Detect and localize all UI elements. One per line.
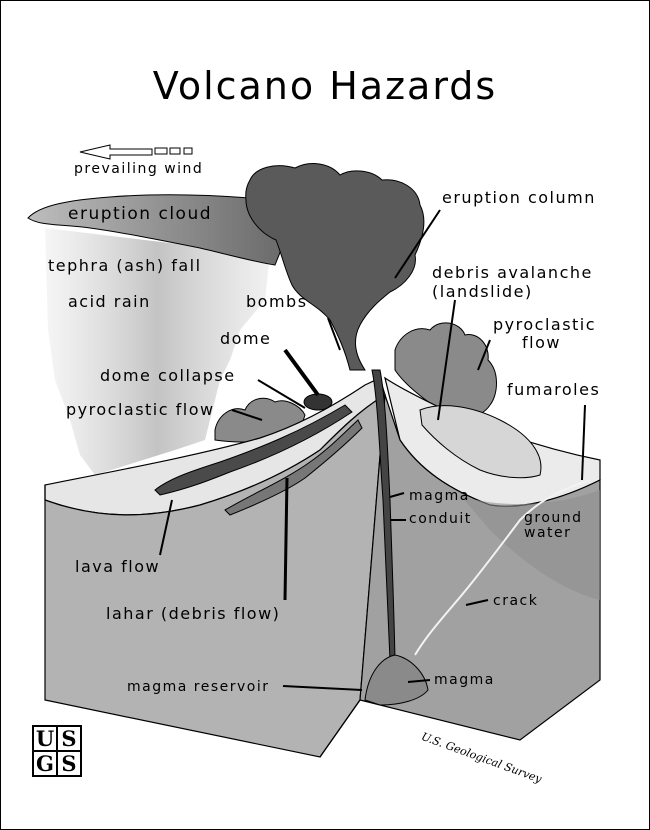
pyroclastic-flow-right-label-1: pyroclastic xyxy=(493,315,597,334)
logo-letter-g: G xyxy=(33,751,57,776)
magma-reservoir-label: magma reservoir xyxy=(127,679,270,695)
eruption-column-label: eruption column xyxy=(442,188,596,207)
pyroclastic-flow-right-label-2: flow xyxy=(522,333,561,352)
fumaroles-label: fumaroles xyxy=(507,380,601,399)
landslide-label: (landslide) xyxy=(432,282,533,301)
debris-avalanche-label: debris avalanche xyxy=(432,263,593,282)
ground-water-label-1: ground xyxy=(524,510,583,526)
dome-shape xyxy=(304,394,332,410)
page-title: Volcano Hazards xyxy=(152,64,498,108)
bombs-label: bombs xyxy=(246,292,308,311)
tephra-fall-label: tephra (ash) fall xyxy=(48,256,202,275)
wind-arrow-icon xyxy=(80,145,192,159)
magma-upper-label: magma xyxy=(409,488,470,504)
usgs-credit: U.S. Geological Survey xyxy=(419,730,544,786)
usgs-logo xyxy=(32,725,82,777)
logo-letter-s1: S xyxy=(57,726,81,751)
ground-water-label-2: water xyxy=(524,525,572,541)
lahar-label: lahar (debris flow) xyxy=(106,604,281,623)
lava-flow-label: lava flow xyxy=(75,557,161,576)
logo-letter-u: U xyxy=(33,726,57,751)
eruption-cloud-label: eruption cloud xyxy=(68,204,213,224)
eruption-column-shape xyxy=(246,164,424,370)
logo-letter-s2: S xyxy=(57,751,81,776)
conduit-label: conduit xyxy=(409,511,472,527)
lahar-pointer xyxy=(285,478,287,600)
dome-label: dome xyxy=(220,329,272,348)
crack-label: crack xyxy=(493,593,539,609)
dome-collapse-label: dome collapse xyxy=(100,366,236,385)
pyroclastic-flow-left-label: pyroclastic flow xyxy=(66,400,215,419)
magma-lower-label: magma xyxy=(434,672,495,688)
dome-pointer xyxy=(285,350,318,395)
prevailing-wind-label: prevailing wind xyxy=(74,161,204,177)
acid-rain-label: acid rain xyxy=(68,292,151,311)
